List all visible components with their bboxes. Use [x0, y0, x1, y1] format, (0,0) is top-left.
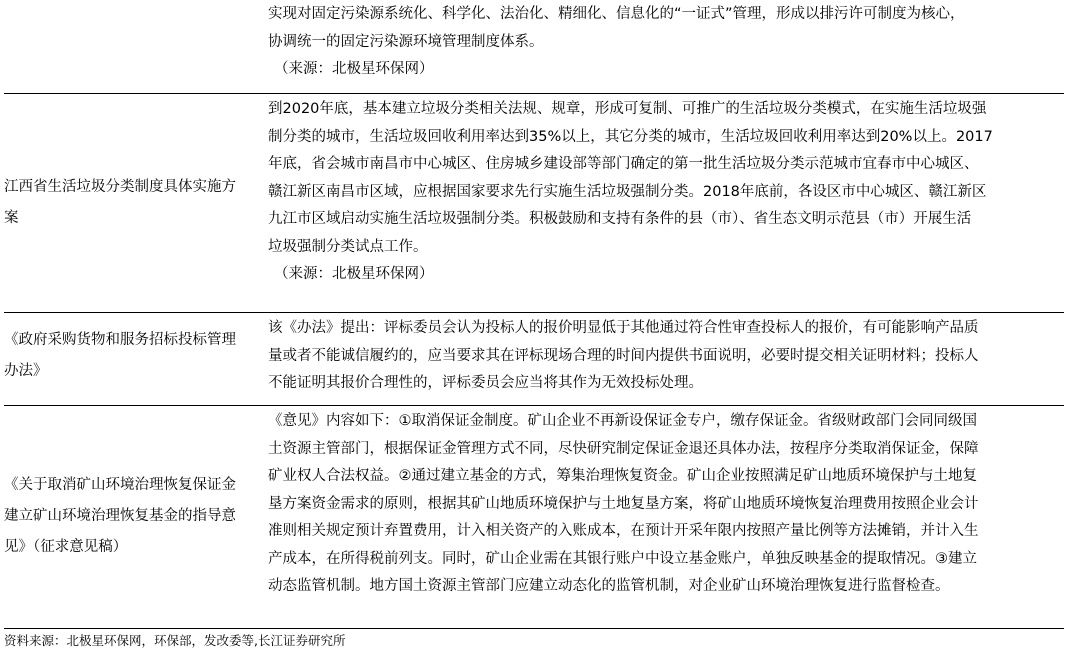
row-2-line-5: 九江市区域启动实施生活垃圾强制分类。积极鼓励和支持有条件的县（市）、省生态文明示范县（市）开展生活: [268, 211, 972, 227]
row-3-line-2: 量或者不能诚信履约的，应当要求其在评标现场合理的时间内提供书面说明，必要时提交相关证明材料；投标人: [268, 347, 979, 364]
row-separator-2: [4, 312, 1064, 313]
row-2-label-line-1: 江西省生活垃圾分类制度具体实施方: [4, 179, 236, 195]
row-4-label-line-2: 建立矿山环境治理恢复基金的指导意: [4, 508, 236, 524]
row-4-line-3: 矿业权人合法权益。②通过建立基金的方式，筹集治理恢复资金。矿山企业按照满足矿山地质环境保护与土地复: [268, 468, 977, 484]
row-4-line-1: 《意见》内容如下：①取消保证金制度。矿山企业不再新设保证金专户，缴存保证金。省级财政部门会同同级国: [268, 413, 977, 429]
row-3-label: [4, 325, 260, 387]
row-separator-3: [4, 405, 1064, 406]
row-separator-1: [4, 93, 1064, 94]
row-4-label-line-1: 《关于取消矿山环境治理恢复保证金: [4, 477, 236, 493]
source-footnote: 资料来源：北极星环保网，环保部，发改委等,长江证券研究所: [4, 633, 346, 648]
row-2-source: （来源：北极星环保网）: [274, 266, 434, 282]
row-4-line-7: 动态监管机制。地方国土资源主管部门应建立动态化的监管机制，对企业矿山环境治理恢复进行监督检查。: [268, 578, 950, 594]
row-4-content: [268, 408, 1064, 601]
row-2-label: [4, 172, 260, 234]
table-bottom-rule: [4, 628, 1064, 629]
row-4-line-5: 准则相关规定预计弃置费用，计入相关资产的入账成本，在预计开采年限内按照产量比例等方法摊销，并计入生: [268, 523, 979, 539]
row-1-line-2: 协调统一的固定污染源环境管理制度体系。: [268, 33, 544, 50]
row-3-label-line-1: 《政府采购货物和服务招标投标管理: [4, 332, 236, 348]
row-2-line-1: 到2020年底，基本建立垃圾分类相关法规、规章，形成可复制、可推广的生活垃圾分类模式，在实施生活垃圾强: [268, 101, 987, 117]
row-2-line-2: 制分类的城市，生活垃圾回收利用率达到35%以上，其它分类的城市，生活垃圾回收利用率达到20%以上。2017: [268, 128, 993, 145]
row-3-content: [268, 315, 1064, 398]
row-2-content: [268, 96, 1064, 289]
row-3-line-3: 不能证明其报价合理性的，评标委员会应当将其作为无效投标处理。: [268, 375, 703, 391]
row-4-line-4: 垦方案资金需求的原则，根据其矿山地质环境保护与土地复垦方案，将矿山地质环境恢复治理费用按照企业会计: [268, 495, 979, 512]
row-3-line-1: 该《办法》提出：评标委员会认为投标人的报价明显低于其他通过符合性审查投标人的报价，有可能影响产品质: [268, 320, 979, 336]
row-2-line-6: 垃圾强制分类试点工作。: [268, 238, 428, 255]
row-2-line-4: 赣江新区南昌市区域，应根据国家要求先行实施生活垃圾强制分类。2018年底前，各设区市中心城区、赣江新区: [268, 183, 987, 200]
row-1-content: [268, 1, 1064, 84]
row-1-source: （来源：北极星环保网）: [274, 61, 434, 77]
row-4-label: [4, 470, 260, 563]
row-4-label-line-3: 见》（征求意见稿）: [4, 539, 128, 555]
row-1-line-1: 实现对固定污染源系统化、科学化、法治化、精细化、信息化的“一证式”管理，形成以排污许可制度为核心，: [268, 6, 965, 22]
row-4-line-2: 土资源主管部门，根据保证金管理方式不同，尽快研究制定保证金退还具体办法，按程序分类取消保证金，保障: [268, 440, 979, 457]
row-2-line-3: 年底，省会城市南昌市中心城区、住房城乡建设部等部门确定的第一批生活垃圾分类示范城市宜春市中心城区、: [268, 156, 979, 172]
row-2-label-line-2: 案: [4, 210, 19, 226]
row-3-label-line-2: 办法》: [4, 363, 48, 379]
row-4-line-6: 产成本，在所得税前列支。同时，矿山企业需在其银行账户中设立基金账户，单独反映基金的提取情况。③建立: [268, 550, 977, 567]
